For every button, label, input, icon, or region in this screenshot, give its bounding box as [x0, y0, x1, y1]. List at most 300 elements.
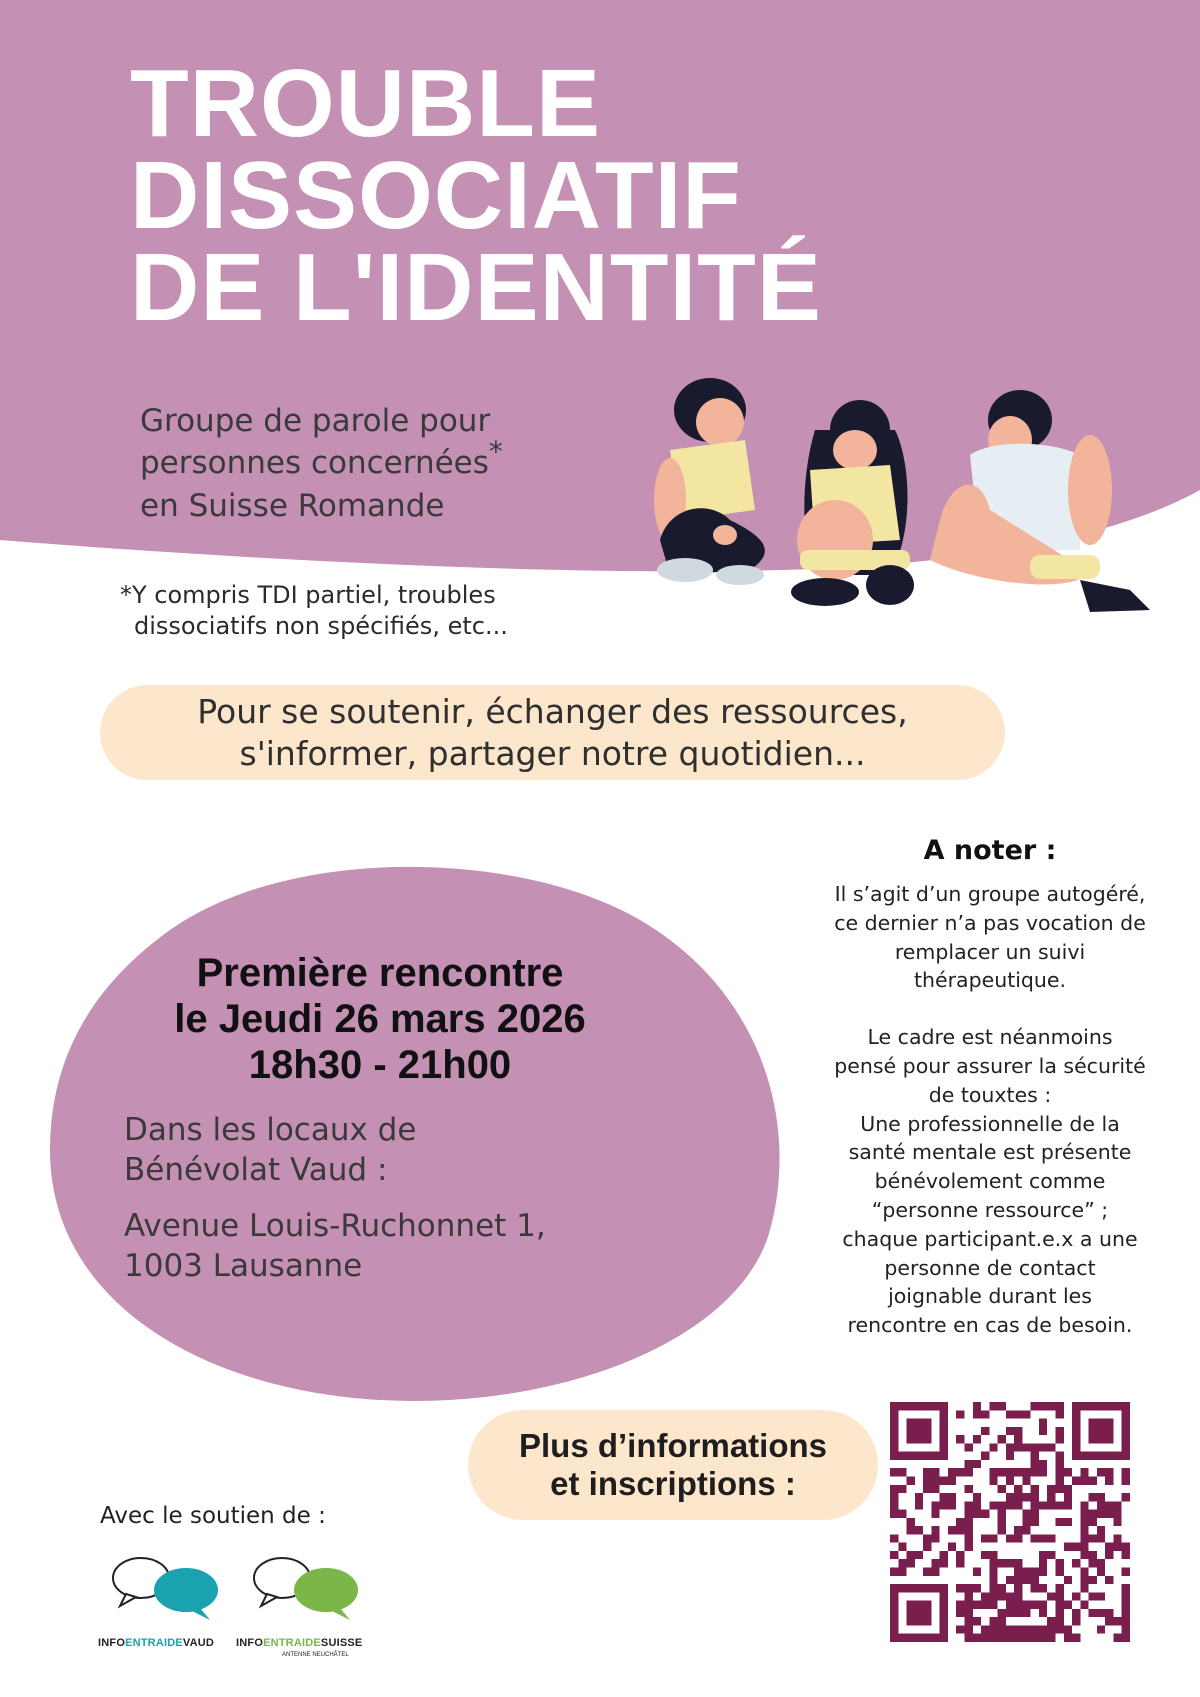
person-right-figure: [930, 390, 1150, 612]
tagline-line-1: Pour se soutenir, échanger des ressources,: [197, 691, 908, 731]
qr-module: [907, 1559, 915, 1567]
qr-module: [964, 1617, 972, 1625]
qr-module: [1097, 1609, 1105, 1617]
qr-module: [998, 1501, 1006, 1509]
qr-module: [998, 1609, 1006, 1617]
qr-module: [1097, 1468, 1105, 1476]
qr-module: [1105, 1551, 1113, 1559]
meeting-info: [100, 950, 660, 1088]
qr-module: [981, 1551, 989, 1559]
qr-module: [973, 1601, 981, 1609]
qr-module: [998, 1510, 1006, 1518]
qr-module: [1022, 1443, 1030, 1451]
qr-module: [1031, 1568, 1039, 1576]
note-line: thérapeutique.: [913, 968, 1067, 993]
qr-module: [1006, 1443, 1014, 1451]
qr-module: [1014, 1526, 1022, 1534]
qr-module: [989, 1584, 997, 1592]
qr-module: [956, 1518, 964, 1526]
qr-module: [1080, 1584, 1088, 1592]
qr-module: [1006, 1592, 1014, 1600]
qr-module: [890, 1551, 898, 1559]
qr-module: [940, 1501, 948, 1509]
qr-module: [1080, 1468, 1088, 1476]
qr-module: [1056, 1601, 1064, 1609]
subtitle: [140, 400, 660, 527]
footnote-line-2: dissociatifs non spécifiés, etc...: [134, 612, 508, 640]
qr-module: [907, 1518, 915, 1526]
qr-module: [1097, 1592, 1105, 1600]
qr-module: [1056, 1460, 1064, 1468]
note-text: [820, 880, 1160, 1340]
note-line: remplacer un suivi: [894, 939, 1086, 964]
qr-module: [981, 1410, 989, 1418]
qr-module: [1113, 1518, 1121, 1526]
qr-module: [1089, 1534, 1097, 1542]
qr-module: [1039, 1551, 1047, 1559]
qr-module: [1014, 1493, 1022, 1501]
qr-module: [1064, 1625, 1072, 1633]
qr-module: [1064, 1468, 1072, 1476]
qr-module: [981, 1634, 989, 1642]
qr-module: [1022, 1526, 1030, 1534]
qr-module: [931, 1468, 939, 1476]
qr-module: [956, 1435, 964, 1443]
qr-module: [1072, 1592, 1080, 1600]
title-line-2: DISSOCIATIF: [130, 142, 742, 249]
qr-module: [964, 1543, 972, 1551]
qr-module: [1105, 1543, 1113, 1551]
note-line: rencontre en cas de besoin.: [847, 1313, 1133, 1338]
qr-module: [915, 1493, 923, 1501]
qr-module: [923, 1568, 931, 1576]
qr-module: [1064, 1493, 1072, 1501]
qr-module: [1031, 1485, 1039, 1493]
note-line: chaque participant.e.x a une: [842, 1226, 1138, 1251]
qr-module: [956, 1584, 964, 1592]
qr-module: [1113, 1634, 1121, 1642]
qr-module: [931, 1476, 939, 1484]
qr-code[interactable]: [890, 1402, 1130, 1642]
qr-module: [1039, 1468, 1047, 1476]
qr-module: [1064, 1485, 1072, 1493]
qr-module: [964, 1584, 972, 1592]
qr-module: [1080, 1526, 1088, 1534]
qr-module: [973, 1410, 981, 1418]
qr-module: [1014, 1501, 1022, 1509]
qr-module: [1056, 1435, 1064, 1443]
qr-module: [1080, 1568, 1088, 1576]
qr-module: [1080, 1534, 1088, 1542]
qr-module: [1031, 1584, 1039, 1592]
qr-module: [989, 1576, 997, 1584]
qr-module: [923, 1534, 931, 1542]
qr-module: [1056, 1476, 1064, 1484]
qr-module: [989, 1501, 997, 1509]
qr-module: [1014, 1584, 1022, 1592]
qr-module: [998, 1592, 1006, 1600]
qr-module: [923, 1468, 931, 1476]
qr-module: [898, 1568, 906, 1576]
qr-module: [989, 1476, 997, 1484]
qr-module: [1080, 1518, 1088, 1526]
qr-module: [931, 1485, 939, 1493]
qr-module: [964, 1634, 972, 1642]
qr-module: [1122, 1634, 1130, 1642]
qr-module: [1064, 1634, 1072, 1642]
qr-module: [1080, 1476, 1088, 1484]
qr-module: [964, 1526, 972, 1534]
qr-module: [1072, 1617, 1080, 1625]
qr-finder-center: [907, 1419, 932, 1444]
qr-module: [989, 1592, 997, 1600]
qr-module: [989, 1443, 997, 1451]
info-banner: [468, 1410, 878, 1520]
qr-module: [1056, 1427, 1064, 1435]
logo-vaud-part-1: INFO: [98, 1637, 126, 1649]
qr-module: [1047, 1617, 1055, 1625]
qr-module: [1006, 1493, 1014, 1501]
qr-module: [1105, 1609, 1113, 1617]
subtitle-line-2: personnes concernées: [140, 445, 489, 481]
qr-module: [1056, 1568, 1064, 1576]
qr-module: [998, 1617, 1006, 1625]
logo-suisse-text: [236, 1637, 362, 1649]
qr-module: [1047, 1634, 1055, 1642]
qr-module: [1056, 1592, 1064, 1600]
qr-module: [1006, 1576, 1014, 1584]
qr-module: [931, 1501, 939, 1509]
qr-module: [981, 1452, 989, 1460]
qr-module: [989, 1634, 997, 1642]
qr-module: [940, 1559, 948, 1567]
qr-module: [898, 1468, 906, 1476]
qr-module: [1039, 1402, 1047, 1410]
qr-module: [1039, 1634, 1047, 1642]
qr-module: [964, 1460, 972, 1468]
qr-module: [931, 1526, 939, 1534]
note-line: bénévolement comme: [874, 1169, 1106, 1194]
qr-module: [1056, 1410, 1064, 1418]
qr-module: [1022, 1625, 1030, 1633]
logo-suisse-part-3: SUISSE: [320, 1637, 363, 1649]
qr-module: [1031, 1452, 1039, 1460]
qr-module: [1006, 1625, 1014, 1633]
qr-finder-center: [1089, 1419, 1114, 1444]
note-line: santé mentale est présente: [848, 1140, 1132, 1165]
subtitle-asterisk: *: [488, 435, 503, 468]
qr-module: [1089, 1592, 1097, 1600]
qr-module: [1006, 1410, 1014, 1418]
qr-module: [1105, 1501, 1113, 1509]
qr-module: [964, 1609, 972, 1617]
note-line: personne de contact: [884, 1255, 1096, 1280]
qr-module: [1014, 1534, 1022, 1542]
qr-module: [1014, 1592, 1022, 1600]
subtitle-line-2-wrap: [140, 435, 660, 485]
note-line: Il s’agit d’un groupe autogéré,: [834, 882, 1146, 906]
qr-module: [989, 1559, 997, 1567]
qr-module: [989, 1625, 997, 1633]
qr-module: [964, 1534, 972, 1542]
qr-module: [1064, 1576, 1072, 1584]
qr-module: [964, 1510, 972, 1518]
qr-module: [1006, 1534, 1014, 1542]
qr-module: [956, 1625, 964, 1633]
qr-module: [973, 1493, 981, 1501]
qr-module: [1014, 1443, 1022, 1451]
qr-module: [964, 1625, 972, 1633]
qr-module: [989, 1468, 997, 1476]
qr-module: [964, 1518, 972, 1526]
qr-module: [1097, 1526, 1105, 1534]
infoentraide-vaud-logo: [96, 1548, 236, 1658]
qr-module: [948, 1543, 956, 1551]
qr-module: [898, 1543, 906, 1551]
qr-module: [1080, 1543, 1088, 1551]
qr-module: [1097, 1625, 1105, 1633]
qr-module: [973, 1584, 981, 1592]
info-line-2: et inscriptions :: [550, 1465, 796, 1502]
qr-module: [1080, 1551, 1088, 1559]
meeting-time: 18h30 - 21h00: [248, 1043, 512, 1087]
qr-module: [1047, 1592, 1055, 1600]
people-illustration: [650, 360, 1180, 630]
qr-module: [989, 1617, 997, 1625]
qr-module: [1080, 1510, 1088, 1518]
qr-module: [1122, 1476, 1130, 1484]
qr-module: [998, 1435, 1006, 1443]
qr-module: [1022, 1410, 1030, 1418]
qr-module: [981, 1510, 989, 1518]
qr-module: [1039, 1501, 1047, 1509]
qr-module: [989, 1601, 997, 1609]
qr-module: [1122, 1592, 1130, 1600]
logo-suisse-part-1: INFO: [236, 1637, 264, 1649]
qr-module: [1022, 1510, 1030, 1518]
qr-module: [898, 1559, 906, 1567]
qr-module: [923, 1543, 931, 1551]
qr-module: [973, 1460, 981, 1468]
qr-module: [1097, 1501, 1105, 1509]
page-title: [130, 50, 822, 341]
note-line: ce dernier n’a pas vocation de: [834, 910, 1146, 935]
qr-module: [1056, 1609, 1064, 1617]
qr-module: [1022, 1493, 1030, 1501]
qr-module: [1056, 1468, 1064, 1476]
qr-module: [1056, 1452, 1064, 1460]
note-line: de touxtes :: [928, 1082, 1052, 1107]
logo-suisse-sub: ANTENNE NEUCHÂTEL: [282, 1652, 349, 1658]
qr-module: [898, 1485, 906, 1493]
qr-module: [1056, 1559, 1064, 1567]
qr-module: [923, 1485, 931, 1493]
qr-module: [915, 1501, 923, 1509]
venue-info: [124, 1110, 624, 1286]
qr-module: [1022, 1468, 1030, 1476]
qr-module: [948, 1468, 956, 1476]
qr-module: [1039, 1427, 1047, 1435]
qr-module: [1006, 1601, 1014, 1609]
tagline-line-2: s'informer, partager notre quotidien...: [239, 733, 866, 773]
qr-module: [998, 1518, 1006, 1526]
qr-module: [1039, 1460, 1047, 1468]
qr-module: [1047, 1485, 1055, 1493]
tagline-banner: [100, 685, 1005, 780]
qr-module: [1122, 1568, 1130, 1576]
qr-module: [1072, 1543, 1080, 1551]
qr-module: [1031, 1493, 1039, 1501]
qr-module: [973, 1568, 981, 1576]
qr-module: [989, 1551, 997, 1559]
qr-module: [1031, 1601, 1039, 1609]
qr-module: [1072, 1609, 1080, 1617]
subtitle-line-3: en Suisse Romande: [140, 488, 445, 524]
qr-module: [1122, 1468, 1130, 1476]
qr-module: [964, 1501, 972, 1509]
qr-module: [1022, 1518, 1030, 1526]
qr-module: [1097, 1559, 1105, 1567]
title-line-1: TROUBLE: [130, 50, 601, 157]
qr-module: [1089, 1551, 1097, 1559]
qr-module: [1039, 1568, 1047, 1576]
qr-finder-center: [907, 1601, 932, 1626]
qr-module: [898, 1510, 906, 1518]
qr-module: [1006, 1559, 1014, 1567]
qr-module: [1006, 1427, 1014, 1435]
qr-module: [1022, 1576, 1030, 1584]
note-line: “personne ressource” ;: [871, 1197, 1109, 1222]
qr-module: [1031, 1510, 1039, 1518]
qr-module: [1039, 1625, 1047, 1633]
qr-module: [1056, 1518, 1064, 1526]
qr-module: [948, 1501, 956, 1509]
qr-module: [1006, 1501, 1014, 1509]
qr-module: [1064, 1543, 1072, 1551]
qr-module: [1039, 1584, 1047, 1592]
qr-module: [1097, 1510, 1105, 1518]
logo-vaud-text: [98, 1637, 214, 1649]
qr-module: [1031, 1501, 1039, 1509]
qr-module: [1122, 1551, 1130, 1559]
logo-suisse-part-2: ENTRAIDE: [263, 1637, 321, 1649]
qr-module: [956, 1468, 964, 1476]
qr-module: [973, 1634, 981, 1642]
qr-module: [1039, 1601, 1047, 1609]
qr-module: [948, 1526, 956, 1534]
note-line: pensé pour assurer la sécurité: [834, 1053, 1146, 1078]
footnote-line-1: *Y compris TDI partiel, troubles: [120, 581, 496, 609]
qr-module: [981, 1625, 989, 1633]
qr-module: [1089, 1476, 1097, 1484]
qr-module: [1089, 1576, 1097, 1584]
qr-module: [940, 1476, 948, 1484]
qr-module: [1006, 1609, 1014, 1617]
qr-module: [1014, 1601, 1022, 1609]
qr-module: [890, 1468, 898, 1476]
qr-module: [1113, 1501, 1121, 1509]
qr-module: [1022, 1601, 1030, 1609]
qr-module: [1089, 1493, 1097, 1501]
qr-module: [1014, 1468, 1022, 1476]
qr-module: [1056, 1501, 1064, 1509]
qr-module: [1006, 1452, 1014, 1460]
qr-module: [1122, 1493, 1130, 1501]
qr-module: [1014, 1634, 1022, 1642]
qr-module: [1014, 1427, 1022, 1435]
note-title: A noter :: [923, 835, 1057, 866]
qr-module: [1089, 1510, 1097, 1518]
qr-module: [981, 1427, 989, 1435]
qr-module: [981, 1592, 989, 1600]
logo-vaud-part-3: VAUD: [182, 1637, 215, 1649]
qr-module: [1097, 1534, 1105, 1542]
qr-module: [948, 1493, 956, 1501]
qr-module: [989, 1402, 997, 1410]
venue-city: 1003 Lausanne: [124, 1248, 363, 1284]
qr-module: [956, 1601, 964, 1609]
qr-module: [1056, 1617, 1064, 1625]
qr-module: [956, 1559, 964, 1567]
qr-module: [1047, 1443, 1055, 1451]
qr-module: [1031, 1402, 1039, 1410]
qr-module: [989, 1568, 997, 1576]
qr-module: [973, 1501, 981, 1509]
qr-module: [981, 1601, 989, 1609]
qr-module: [1014, 1625, 1022, 1633]
title-line-3: DE L'IDENTITÉ: [130, 234, 822, 341]
note-line: Une professionnelle de la: [860, 1111, 1120, 1136]
qr-module: [1089, 1518, 1097, 1526]
qr-module: [981, 1534, 989, 1542]
qr-module: [907, 1526, 915, 1534]
footnote: [120, 580, 600, 642]
qr-module: [1022, 1609, 1030, 1617]
qr-module: [956, 1609, 964, 1617]
qr-module: [1014, 1559, 1022, 1567]
qr-module: [1122, 1625, 1130, 1633]
qr-module: [1039, 1534, 1047, 1542]
qr-module: [931, 1510, 939, 1518]
qr-module: [1031, 1518, 1039, 1526]
qr-module: [931, 1568, 939, 1576]
qr-module: [1022, 1476, 1030, 1484]
qr-module: [973, 1402, 981, 1410]
qr-module: [1089, 1609, 1097, 1617]
qr-module: [915, 1551, 923, 1559]
note-line: joignable durant les: [888, 1284, 1092, 1309]
logo-vaud-part-2: ENTRAIDE: [125, 1637, 183, 1649]
qr-module: [890, 1485, 898, 1493]
qr-module: [1006, 1476, 1014, 1484]
qr-module: [948, 1476, 956, 1484]
venue-line-2: Bénévolat Vaud :: [124, 1152, 388, 1188]
qr-module: [1080, 1501, 1088, 1509]
qr-module: [973, 1435, 981, 1443]
qr-module: [1056, 1485, 1064, 1493]
qr-module: [989, 1534, 997, 1542]
qr-module: [1014, 1576, 1022, 1584]
venue-address: Avenue Louis-Ruchonnet 1,: [124, 1208, 546, 1244]
qr-module: [1014, 1609, 1022, 1617]
qr-module: [1105, 1468, 1113, 1476]
qr-module: [1022, 1634, 1030, 1642]
qr-module: [1014, 1568, 1022, 1576]
venue-line-1: Dans les locaux de: [124, 1112, 417, 1148]
qr-module: [973, 1510, 981, 1518]
qr-module: [1122, 1617, 1130, 1625]
qr-module: [1113, 1534, 1121, 1542]
